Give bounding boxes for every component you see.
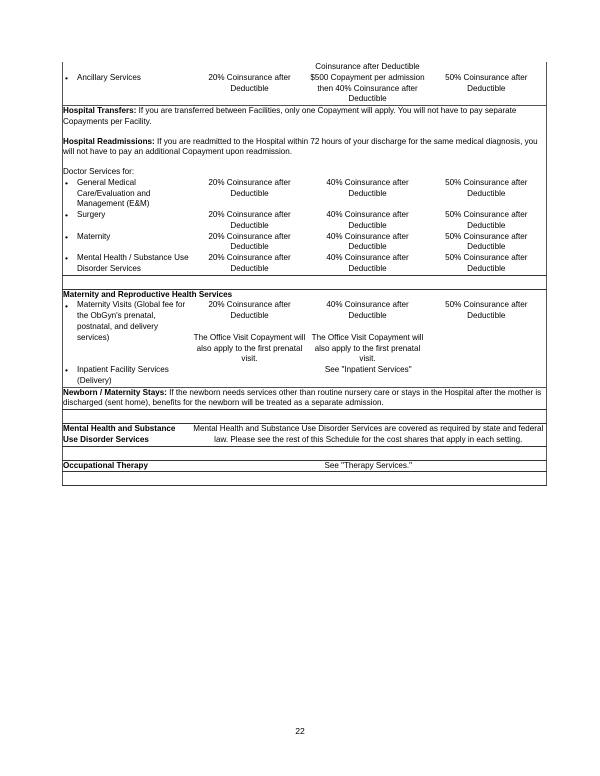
spacer-cell	[63, 472, 547, 486]
maternity-visits-tier3: 50% Coinsurance after Deductible	[445, 300, 528, 320]
table-row-maternity-section-heading	[63, 289, 547, 300]
continuation-tier1-cell	[191, 62, 309, 73]
mental-health-sud-tier1: 20% Coinsurance after Deductible	[191, 253, 309, 275]
surgery-label: Surgery	[77, 210, 106, 219]
table-row-spacer	[63, 472, 547, 486]
bullet-icon: •	[65, 300, 68, 311]
maternity-visits-tier2-note: The Office Visit Copayment will also apply to the first prenatal visit.	[311, 332, 424, 364]
table-row-continuation	[63, 62, 547, 73]
inpatient-facility-reference: See "Inpatient Services"	[191, 365, 547, 387]
list-item	[63, 253, 191, 275]
mental-health-sud-label-cell	[63, 253, 191, 275]
ancillary-services-tier3: 50% Coinsurance after Deductible	[445, 72, 528, 93]
surgery-tier2: 40% Coinsurance after Deductible	[326, 210, 409, 230]
list-item	[63, 365, 191, 387]
maternity-section-heading: Maternity and Reproductive Health Services	[63, 289, 233, 299]
hospital-readmissions-body: If you are readmitted to the Hospital within 72 hours of your discharge for the same medical diagnosis, you will not have to pay an additional Copayment upon readmission.	[63, 136, 538, 157]
spacer-cell	[63, 410, 547, 424]
mental-health-sud-tier3: 50% Coinsurance after Deductible	[427, 253, 547, 275]
occupational-therapy-label: Occupational Therapy	[63, 460, 191, 472]
maternity-tier1: 20% Coinsurance after Deductible	[208, 231, 291, 252]
inpatient-facility-label: Inpatient Facility Services (Delivery)	[77, 365, 169, 385]
hospital-readmissions-heading: Hospital Readmissions:	[63, 136, 155, 146]
maternity-visits-tier1-note: The Office Visit Copayment will also apply to the first prenatal visit.	[193, 332, 306, 364]
mental-health-services-label: Mental Health and Substance Use Disorder Services	[63, 424, 191, 447]
general-medical-care-label: General Medical Care/Evaluation and Management (E&M)	[77, 177, 151, 209]
general-medical-care-tier2: 40% Coinsurance after Deductible	[326, 177, 409, 198]
maternity-tier2: 40% Coinsurance after Deductible	[326, 231, 409, 252]
list-item	[63, 178, 191, 210]
maternity-visits-tier2: 40% Coinsurance after Deductible	[326, 300, 409, 320]
table-row-maternity	[63, 232, 547, 254]
list-item	[63, 300, 191, 343]
table-row-surgery	[63, 210, 547, 232]
general-medical-care-label-cell	[63, 178, 191, 210]
occupational-therapy-reference: See "Therapy Services."	[191, 460, 547, 472]
spacer-cell	[63, 275, 547, 289]
table-row-spacer	[63, 410, 547, 424]
general-medical-care-tier3: 50% Coinsurance after Deductible	[445, 177, 528, 198]
bullet-icon: •	[65, 73, 68, 84]
doctor-services-intro: Doctor Services for:	[63, 167, 135, 176]
general-medical-care-tier1: 20% Coinsurance after Deductible	[208, 177, 291, 198]
table-row-inpatient-facility-services	[63, 365, 547, 387]
hospital-transfers-paragraph	[63, 106, 546, 128]
ancillary-services-tier2: $500 Copayment per admission then 40% Coinsurance after Deductible	[310, 72, 425, 104]
table-row-ancillary-services	[63, 73, 547, 106]
table-row-mental-health-sud	[63, 253, 547, 275]
newborn-note-cell	[63, 387, 547, 410]
list-item	[63, 210, 191, 221]
table-row-mental-health-services	[63, 424, 547, 447]
maternity-visits-label: Maternity Visits (Global fee for the ObGyn's prenatal, postnatal, and delivery services)	[77, 300, 186, 342]
table-row-maternity-visits	[63, 300, 547, 365]
table-row-spacer	[63, 446, 547, 460]
newborn-note-heading: Newborn / Maternity Stays:	[63, 387, 167, 397]
bullet-icon: •	[65, 210, 68, 221]
maternity-visits-tier1: 20% Coinsurance after Deductible	[208, 300, 291, 320]
maternity-label-cell	[63, 232, 191, 254]
list-item	[63, 232, 191, 243]
mental-health-sud-label: Mental Health / Substance Use Disorder Services	[77, 253, 189, 273]
maternity-visits-tier2-cell	[309, 300, 427, 365]
inpatient-facility-label-cell	[63, 365, 191, 387]
ancillary-services-tier1: 20% Coinsurance after Deductible	[208, 72, 291, 93]
continuation-label-cell	[63, 62, 191, 73]
maternity-visits-tier1-cell	[191, 300, 309, 365]
table-row-newborn-note	[63, 387, 547, 410]
hospital-transfers-body: If you are transferred between Facilities, only one Copayment will apply. You will not have to pay separate Copayments per Facility.	[63, 106, 517, 126]
bullet-icon: •	[65, 178, 68, 189]
table-row-general-medical-care	[63, 178, 547, 210]
ancillary-services-label-cell	[63, 73, 191, 106]
page-number: 22	[295, 726, 305, 736]
table-row-occupational-therapy	[63, 460, 547, 472]
maternity-label: Maternity	[77, 231, 111, 241]
ancillary-services-label: Ancillary Services	[77, 72, 141, 82]
newborn-note-body: If the newborn needs services other than routine nursery care or stays in the Hospital after the mother is discharged (sent home), benefits for the newborn will be treated as a separate admission.	[63, 387, 542, 408]
maternity-tier3: 50% Coinsurance after Deductible	[445, 231, 528, 252]
surgery-tier3: 50% Coinsurance after Deductible	[445, 210, 528, 230]
mental-health-sud-tier2: 40% Coinsurance after Deductible	[309, 253, 427, 275]
bullet-icon: •	[65, 231, 68, 242]
spacer-cell	[63, 446, 547, 460]
list-item	[63, 73, 191, 84]
hospital-transfers-heading: Hospital Transfers:	[63, 106, 137, 115]
hospital-readmissions-paragraph	[63, 137, 546, 159]
maternity-visits-label-cell	[63, 300, 191, 365]
newborn-note-paragraph	[63, 388, 546, 410]
surgery-label-cell	[63, 210, 191, 232]
bullet-icon: •	[65, 365, 68, 376]
continuation-tier2-cell: Coinsurance after Deductible	[315, 62, 420, 71]
surgery-tier1: 20% Coinsurance after Deductible	[208, 210, 291, 230]
mental-health-services-body: Mental Health and Substance Use Disorder Services are covered as required by state and federal law. Please see the rest of this Schedule for the cost shares that apply in each setting.	[191, 424, 547, 447]
hospital-notes-cell	[63, 106, 547, 178]
continuation-tier3-cell	[427, 62, 547, 73]
bullet-icon: •	[65, 253, 68, 264]
benefit-schedule-table	[62, 62, 547, 486]
table-row-hospital-notes	[63, 106, 547, 178]
table-row-spacer	[63, 275, 547, 289]
